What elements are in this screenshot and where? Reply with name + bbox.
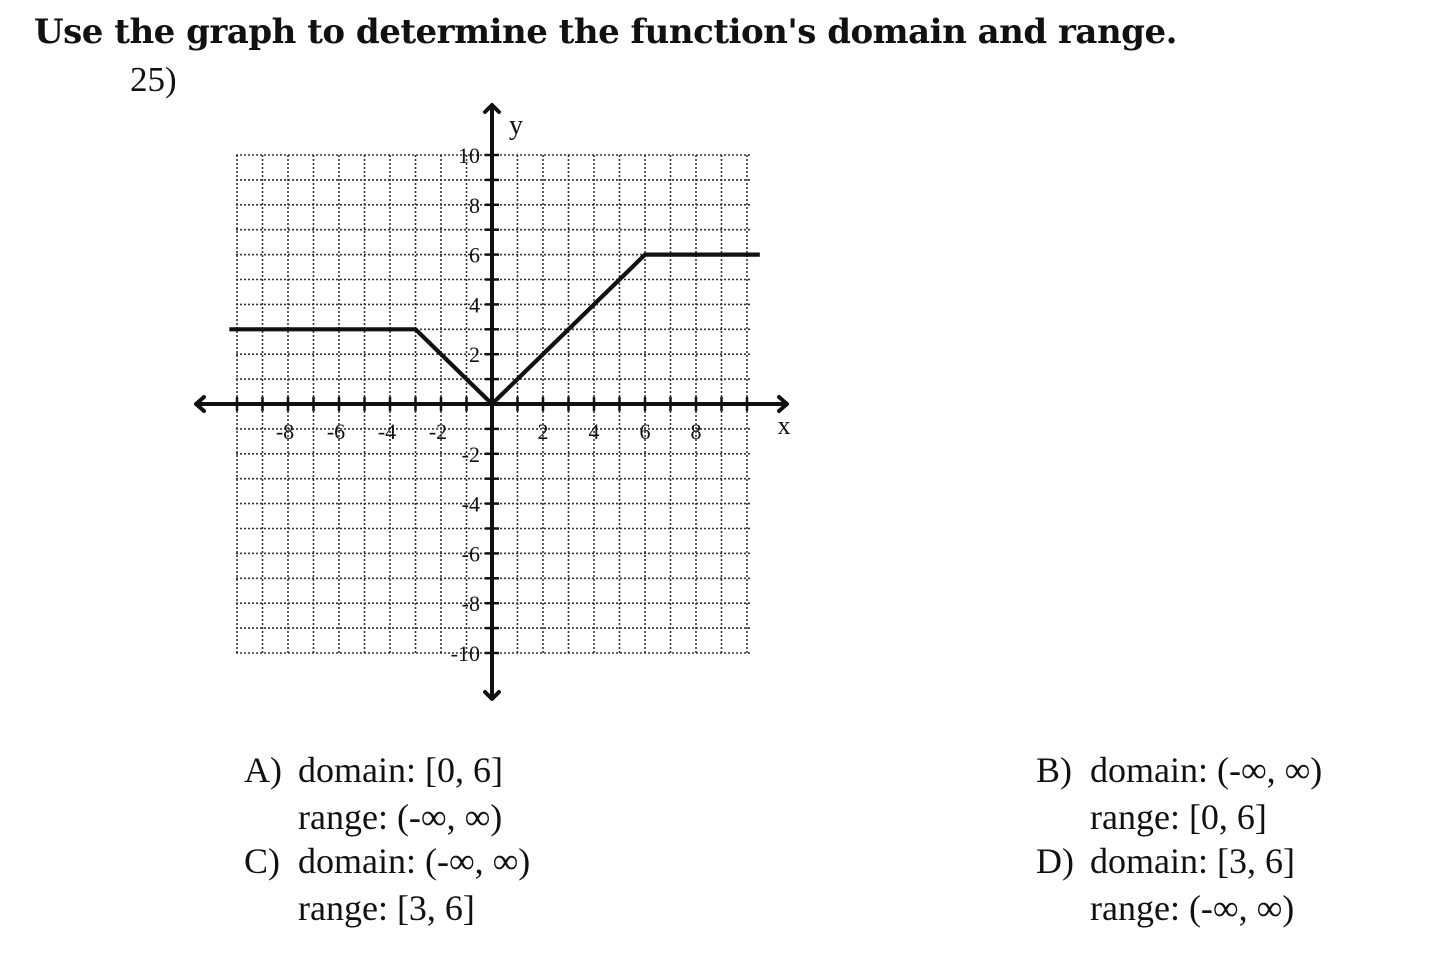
choice-a-range: range: (-∞, ∞)	[298, 797, 503, 837]
y-tick-label: -2	[461, 441, 480, 467]
question-number: 25)	[130, 60, 177, 99]
choice-b-letter: B)	[1036, 750, 1072, 790]
y-tick-label: 4	[469, 292, 480, 318]
choice-c-domain: domain: (-∞, ∞)	[298, 841, 531, 881]
labels	[276, 110, 791, 666]
choice-c-range: range: [3, 6]	[298, 888, 475, 928]
x-tick-label: -6	[326, 419, 346, 444]
choice-b-domain: domain: (-∞, ∞)	[1090, 750, 1323, 790]
x-axis-label: x	[777, 411, 791, 440]
choice-d[interactable]	[1036, 838, 1295, 932]
y-tick-label: 6	[469, 242, 480, 268]
choice-b-range: range: [0, 6]	[1090, 797, 1267, 837]
y-tick-label: 10	[458, 143, 480, 168]
y-tick-label: -8	[461, 591, 480, 617]
choice-a-letter: A)	[244, 750, 282, 790]
choice-d-domain: domain: [3, 6]	[1090, 841, 1295, 881]
x-tick-label: 8	[690, 419, 702, 444]
y-tick-label: -4	[461, 491, 480, 517]
choice-a[interactable]	[244, 747, 503, 841]
choice-d-letter: D)	[1036, 841, 1074, 881]
y-axis-label: y	[509, 110, 523, 141]
choice-a-domain: domain: [0, 6]	[298, 750, 503, 790]
instructions: Use the graph to determine the function's domain and range.	[34, 12, 1177, 52]
choice-b[interactable]	[1036, 747, 1322, 841]
choice-c[interactable]	[244, 838, 530, 932]
choice-d-range: range: (-∞, ∞)	[1090, 888, 1295, 928]
x-tick-label: 2	[537, 419, 549, 444]
x-tick-label: -4	[377, 419, 397, 444]
y-tick-label: -6	[461, 541, 480, 567]
y-tick-label: 8	[469, 192, 480, 218]
x-tick-label: -2	[428, 419, 448, 444]
choice-c-letter: C)	[244, 841, 280, 881]
y-tick-label: -10	[450, 641, 480, 666]
y-tick-label: 2	[469, 342, 480, 368]
x-tick-label: 6	[639, 419, 651, 444]
x-tick-label: 4	[588, 419, 600, 444]
x-tick-label: -8	[275, 419, 295, 444]
